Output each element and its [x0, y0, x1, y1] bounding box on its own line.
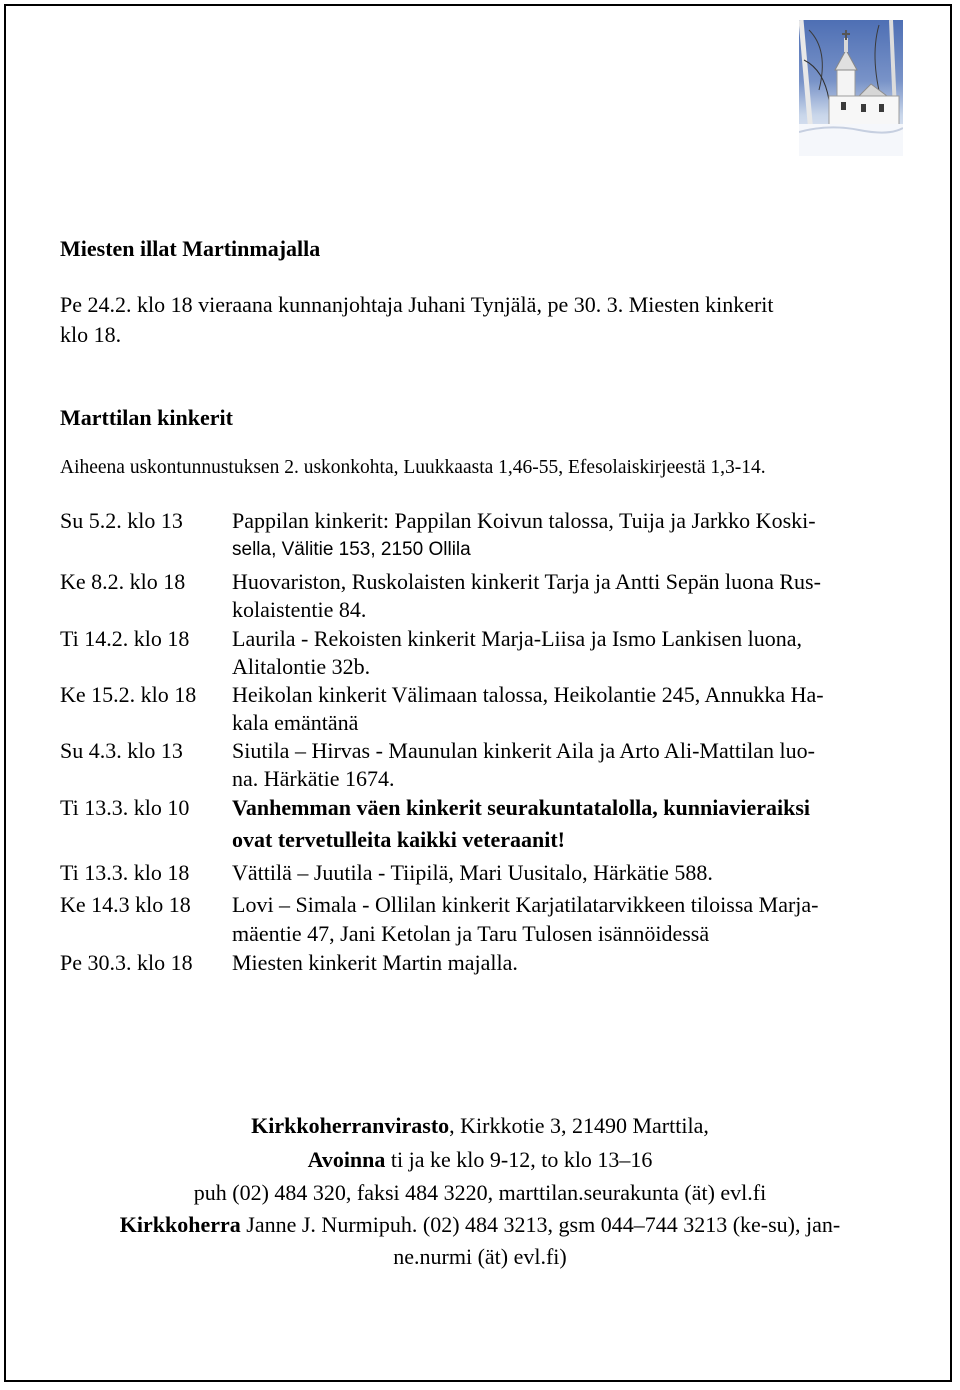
schedule-description-cont: Alitalontie 32b. [232, 654, 371, 679]
schedule-description: Heikolan kinkerit Välimaan talossa, Heikolantie 245, Annukka Ha- [232, 682, 824, 707]
schedule-date: Ke 8.2. klo 18 [60, 569, 186, 594]
vicar-contact: Janne J. Nurmipuh. (02) 484 3213, gsm 044–744 3213 (ke-su), jan- [240, 1212, 841, 1237]
schedule-date: Su 4.3. klo 13 [60, 738, 183, 763]
schedule-description-cont: sella, Välitie 153, 2150 Ollila [232, 539, 471, 560]
schedule-description: Lovi – Simala - Ollilan kinkerit Karjatilatarvikkeen tiloissa Marja- [232, 892, 819, 917]
schedule-date: Ti 13.3. klo 18 [60, 860, 190, 885]
parish-office-address: , Kirkkotie 3, 21490 Marttila, [449, 1113, 709, 1138]
phone-line: puh (02) 484 320, faksi 484 3220, marttilan.seurakunta (ät) evl.fi [193, 1180, 767, 1205]
schedule-description: Huovariston, Ruskolaisten kinkerit Tarja ja Antti Sepän luona Rus- [232, 569, 821, 594]
schedule-description-cont: mäentie 47, Jani Ketolan ja Taru Tulosen isännöidessä [232, 921, 710, 946]
schedule-description-cont: kolaistentie 84. [232, 597, 367, 622]
schedule-description: Laurila - Rekoisten kinkerit Marja-Liisa ja Ismo Lankisen luona, [232, 626, 803, 651]
schedule-date: Ke 15.2. klo 18 [60, 682, 197, 707]
opening-hours-line [0, 1147, 960, 1173]
schedule-description: Pappilan kinkerit: Pappilan Koivun talossa, Tuija ja Jarkko Koski- [232, 508, 816, 533]
vicar-email-line: ne.nurmi (ät) evl.fi) [393, 1244, 567, 1269]
catechism-theme: Aiheena uskontunnustuksen 2. uskonkohta, Luukkaasta 1,46-55, Efesolaiskirjeestä 1,3-14. [60, 457, 766, 478]
section-title-catechism-meetings: Marttilan kinkerit [60, 405, 233, 430]
schedule-description-highlight: Vanhemman väen kinkerit seurakuntatalolla, kunniavieraiksi [232, 795, 811, 820]
schedule-description-highlight-cont: ovat tervetulleita kaikki veteraanit! [232, 827, 565, 852]
schedule-description-cont: na. Härkätie 1674. [232, 766, 395, 791]
opening-hours-text: ti ja ke klo 9-12, to klo 13–16 [385, 1147, 653, 1172]
parish-office-line [0, 1113, 960, 1139]
church-photo [799, 20, 903, 156]
schedule-date: Ke 14.3 klo 18 [60, 892, 191, 917]
section-title-mens-evenings: Miesten illat Martinmajalla [60, 236, 321, 261]
vicar-label: Kirkkoherra [119, 1212, 241, 1237]
parish-office-label: Kirkkoherranvirasto [251, 1113, 450, 1138]
mens-evenings-text-line-1: Pe 24.2. klo 18 vieraana kunnanjohtaja Juhani Tynjälä, pe 30. 3. Miesten kinkerit [60, 292, 774, 317]
schedule-description-cont: kala emäntänä [232, 710, 359, 735]
schedule-description: Siutila – Hirvas - Maunulan kinkerit Aila ja Arto Ali-Mattilan luo- [232, 738, 815, 763]
schedule-date: Ti 13.3. klo 10 [60, 795, 190, 820]
mens-evenings-text-line-2: klo 18. [60, 322, 122, 347]
opening-hours-label: Avoinna [307, 1147, 386, 1172]
schedule-description: Vättilä – Juutila - Tiipilä, Mari Uusitalo, Härkätie 588. [232, 860, 713, 885]
schedule-description: Miesten kinkerit Martin majalla. [232, 950, 518, 975]
schedule-date: Su 5.2. klo 13 [60, 508, 183, 533]
schedule-date: Pe 30.3. klo 18 [60, 950, 193, 975]
schedule-date: Ti 14.2. klo 18 [60, 626, 190, 651]
vicar-line [0, 1212, 960, 1238]
